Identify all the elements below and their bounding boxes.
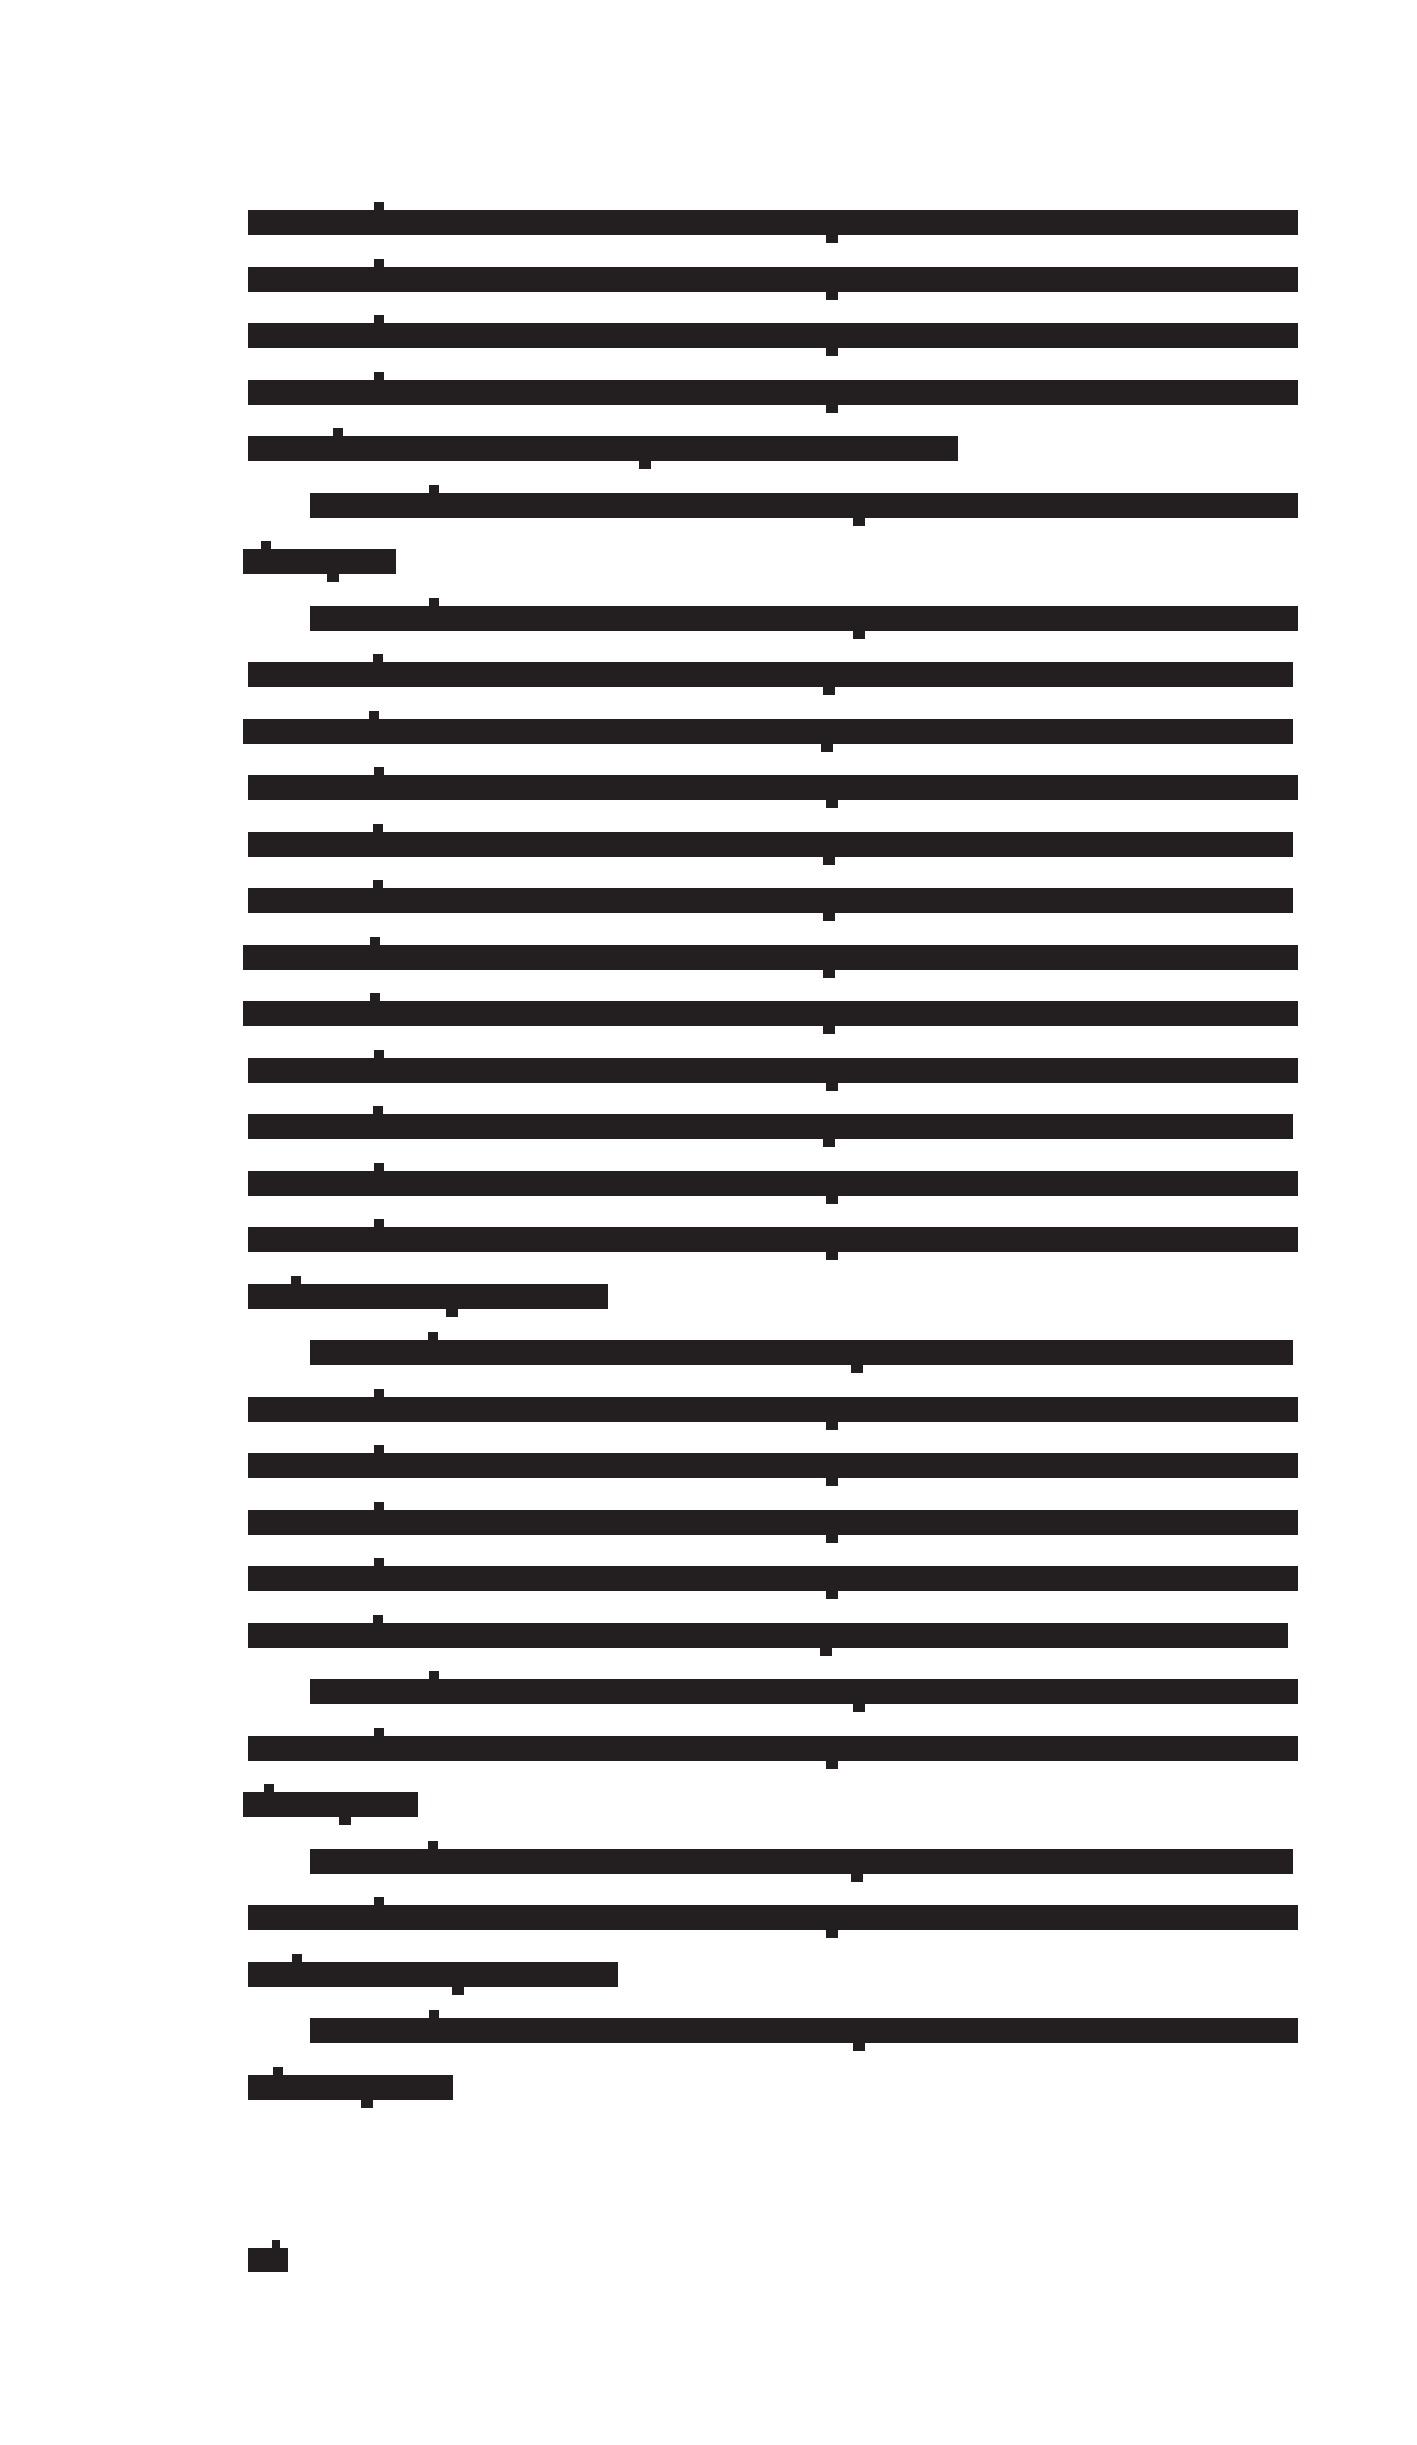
obscured-text	[248, 1114, 1293, 1139]
obscured-text	[248, 1962, 618, 1987]
obscured-text	[248, 436, 958, 461]
text-line	[248, 483, 1298, 540]
page-number	[248, 2248, 288, 2272]
text-line	[248, 878, 1298, 935]
text-line	[248, 1443, 1298, 1500]
obscured-text	[248, 888, 1293, 913]
obscured-text	[248, 1058, 1298, 1083]
obscured-text	[243, 1792, 418, 1817]
text-line	[248, 1556, 1298, 1613]
text-line	[248, 1613, 1298, 1670]
obscured-text	[248, 1171, 1298, 1196]
obscured-text	[243, 1001, 1298, 1026]
text-line	[248, 370, 1298, 427]
text-line	[248, 1895, 1298, 1952]
text-line	[248, 426, 1298, 483]
obscured-text	[248, 1736, 1298, 1761]
obscured-text	[248, 380, 1298, 405]
obscured-text	[310, 2018, 1298, 2043]
obscured-text	[248, 1227, 1298, 1252]
obscured-text	[243, 719, 1293, 744]
text-line	[248, 935, 1298, 992]
obscured-text	[310, 493, 1298, 518]
text-line	[248, 1274, 1298, 1331]
text-line	[248, 652, 1298, 709]
obscured-text	[248, 1623, 1288, 1648]
obscured-text	[248, 832, 1293, 857]
obscured-text	[310, 1679, 1298, 1704]
text-line	[248, 1500, 1298, 1557]
obscured-text	[310, 1340, 1293, 1365]
obscured-text	[248, 1453, 1298, 1478]
text-line	[248, 1217, 1298, 1274]
text-line	[248, 1782, 1298, 1839]
obscured-text	[248, 2075, 453, 2100]
text-line	[248, 1839, 1298, 1896]
text-line	[248, 2065, 1298, 2122]
text-line	[248, 1161, 1298, 1218]
text-line	[248, 1726, 1298, 1783]
obscured-text	[243, 945, 1298, 970]
body-text	[248, 200, 1298, 2121]
text-line	[248, 596, 1298, 653]
text-line	[248, 1048, 1298, 1105]
text-line	[248, 1330, 1298, 1387]
text-line	[248, 257, 1298, 314]
text-line	[248, 200, 1298, 257]
text-line	[248, 709, 1298, 766]
obscured-text	[248, 775, 1298, 800]
text-line	[248, 1387, 1298, 1444]
obscured-text	[248, 1284, 608, 1309]
obscured-text	[310, 1849, 1293, 1874]
legibility-note	[0, 0, 1, 1]
obscured-text	[243, 549, 396, 574]
obscured-text	[248, 1905, 1298, 1930]
text-line	[248, 765, 1298, 822]
obscured-text	[248, 210, 1298, 235]
text-line	[248, 991, 1298, 1048]
text-line	[248, 1104, 1298, 1161]
obscured-text	[248, 1510, 1298, 1535]
text-line	[248, 1669, 1298, 1726]
obscured-text	[248, 1397, 1298, 1422]
obscured-text	[310, 606, 1298, 631]
text-line	[248, 539, 1298, 596]
obscured-text	[248, 323, 1298, 348]
text-line	[248, 313, 1298, 370]
obscured-text	[248, 1566, 1298, 1591]
obscured-text	[248, 662, 1293, 687]
text-line	[248, 822, 1298, 879]
text-line	[248, 2008, 1298, 2065]
obscured-text	[248, 267, 1298, 292]
text-line	[248, 1952, 1298, 2009]
